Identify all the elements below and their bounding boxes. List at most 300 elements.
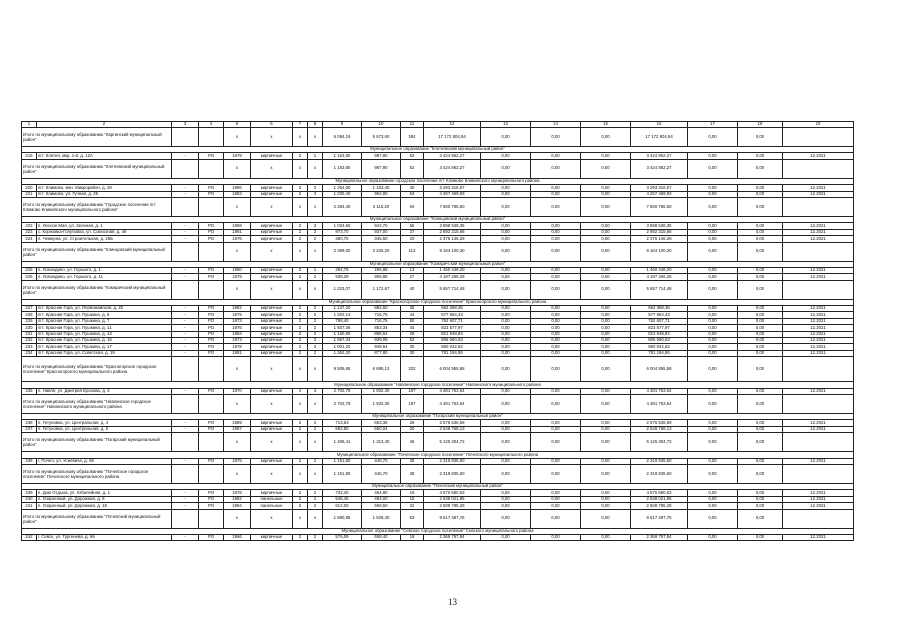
table-cell: 0,00 — [481, 312, 531, 318]
table-cell: 0,00 — [481, 357, 531, 382]
table-cell: 905,88 — [362, 274, 401, 280]
table-cell: 1987 — [224, 426, 251, 432]
table-cell: 2 702,78 — [323, 388, 362, 394]
table-cell: 3 — [308, 185, 323, 191]
table-cell: 15 — [401, 496, 424, 502]
table-cell: 17 — [688, 122, 738, 128]
table-cell: - — [172, 534, 199, 540]
table-cell: 0,00 — [738, 331, 783, 337]
table-cell: 4 481 753,64 — [424, 388, 481, 394]
table-cell: 1 313,40 — [362, 433, 401, 452]
table-cell: 0,00 — [738, 394, 783, 413]
table-cell: 1968 — [224, 223, 251, 229]
table-cell: 0,00 — [581, 433, 631, 452]
table-cell: 0,00 — [738, 242, 783, 261]
table-cell: 1 460 448,20 — [631, 267, 688, 273]
table-cell: 716,75 — [362, 318, 401, 324]
table-cell: x — [308, 197, 323, 216]
table-cell: 0,00 — [531, 464, 581, 483]
table-cell: 0,00 — [581, 236, 631, 242]
table-cell: x — [251, 280, 293, 299]
table-cell: 1983 — [224, 191, 251, 197]
table-cell: 0,00 — [581, 420, 631, 426]
table-cell: Итого по муниципальному образованию "Навлинское городское поселение" Навлинского муниципального района — [22, 394, 172, 413]
table-cell: 4 481 753,64 — [631, 394, 688, 413]
table-cell: 46 — [401, 433, 424, 452]
table-cell: 0,00 — [738, 338, 783, 344]
table-cell: 380,70 — [323, 236, 362, 242]
table-cell — [172, 197, 199, 216]
table-cell: РО — [199, 236, 224, 242]
table-cell: 0,00 — [688, 229, 738, 235]
table-cell: 12.2021 — [783, 267, 854, 273]
table-cell: 16 — [401, 534, 424, 540]
total-row — [22, 357, 854, 382]
table-cell: 0,00 — [531, 223, 581, 229]
table-cell: 0,00 — [581, 534, 631, 540]
table-cell: 0,00 — [581, 197, 631, 216]
table-cell: 0,00 — [688, 357, 738, 382]
table-cell: 1 597,34 — [323, 338, 362, 344]
table-cell: 228 — [22, 312, 37, 318]
table-cell: 494,00 — [362, 496, 401, 502]
table-cell: 12.2021 — [783, 458, 854, 464]
table-cell: 0,00 — [531, 534, 581, 540]
table-cell: 3 — [308, 191, 323, 197]
table-cell: 6 004 955,58 — [631, 357, 688, 382]
table-cell: 2 — [293, 338, 308, 344]
table-cell: 0,00 — [738, 496, 783, 502]
table-cell: 9 — [323, 122, 362, 128]
table-cell: 0,00 — [581, 388, 631, 394]
table-cell: x — [224, 433, 251, 452]
table-cell: кирпичные — [251, 191, 293, 197]
table-cell: 0,00 — [481, 153, 531, 159]
table-cell: 0,00 — [738, 229, 783, 235]
table-cell: п. Лопандино, ул. Горького, д. 1 — [37, 267, 172, 273]
table-cell: 0,00 — [688, 394, 738, 413]
table-cell: 0,00 — [738, 344, 783, 350]
table-cell: 9 617 487,76 — [424, 509, 481, 528]
table-cell: 2 892 315,66 — [631, 229, 688, 235]
table-cell: 0,00 — [581, 242, 631, 261]
table-cell: Муниципальное образование "Красногорское городское поселение" Красногорского муниципального района — [22, 299, 854, 305]
table-cell: 0,00 — [481, 267, 531, 273]
table-cell — [172, 159, 199, 178]
table-cell: 0,00 — [688, 464, 738, 483]
table-cell: 13 — [481, 122, 531, 128]
table-cell: РО — [199, 325, 224, 331]
table-cell: 1 254,00 — [323, 185, 362, 191]
table-cell: - — [172, 229, 199, 235]
table-cell: 12.2021 — [783, 426, 854, 432]
table-cell: Итого по муниципальному образованию "Комаричский муниципальный район" — [22, 280, 172, 299]
table-cell: пгт. Красная Гора, ул. Пушкина, д. 15 — [37, 338, 172, 344]
table-cell: 3 293 316,57 — [631, 185, 688, 191]
table-cell: 0,00 — [738, 420, 783, 426]
table-cell: РО — [199, 331, 224, 337]
table-cell: 322 — [401, 357, 424, 382]
table-cell: кирпичные — [251, 274, 293, 280]
table-cell: 0,00 — [738, 534, 783, 540]
table-cell: п. Лесное Мая, ул. Зеленая, д. 1 — [37, 223, 172, 229]
table-cell — [172, 464, 199, 483]
table-cell: 6 695,13 — [362, 357, 401, 382]
table-cell: 781 194,86 — [424, 350, 481, 356]
table-cell: 0,00 — [688, 420, 738, 426]
table-cell: x — [308, 159, 323, 178]
table-cell: x — [293, 242, 308, 261]
table-cell: п. Гетуновка, ул. Центральная, д. 5 — [37, 426, 172, 432]
table-cell: 8 — [308, 122, 323, 128]
table-cell: x — [224, 509, 251, 528]
table-cell: 2 — [293, 274, 308, 280]
table-cell: 0,00 — [581, 274, 631, 280]
table-cell: РО — [199, 229, 224, 235]
table-cell — [783, 464, 854, 483]
table-cell: 2 — [293, 490, 308, 496]
table-cell: - — [172, 185, 199, 191]
table-cell: 32 — [401, 503, 424, 509]
table-cell: 26 — [401, 420, 424, 426]
table-cell: 225 — [22, 267, 37, 273]
table-cell — [783, 159, 854, 178]
table-cell: 1 001,20 — [323, 344, 362, 350]
table-cell: - — [172, 496, 199, 502]
table-cell: 0,00 — [481, 388, 531, 394]
table-cell: 0,00 — [481, 420, 531, 426]
table-cell: 2 369 757,84 — [631, 534, 688, 540]
table-cell: 29 — [401, 331, 424, 337]
table-cell: 0,00 — [531, 490, 581, 496]
table-cell: 2 — [308, 503, 323, 509]
table-cell: 235 — [22, 388, 37, 394]
table-cell: 0,00 — [531, 236, 581, 242]
total-row — [22, 242, 854, 261]
table-cell: РО — [199, 312, 224, 318]
table-cell: 0,00 — [688, 274, 738, 280]
table-cell: 2 — [308, 236, 323, 242]
table-cell: 2 — [293, 306, 308, 312]
table-cell: 20 — [401, 426, 424, 432]
table-cell: - — [172, 490, 199, 496]
table-cell: 232 — [22, 338, 37, 344]
table-cell: x — [224, 464, 251, 483]
table-cell: 0,00 — [581, 306, 631, 312]
table-cell: п. Навля, ул. Дмитрия Ерохова, д. 3 — [37, 388, 172, 394]
table-cell: 0,00 — [738, 325, 783, 331]
table-cell: 240 — [22, 496, 37, 502]
table-cell: пгт. Красная Гора, ул. Советская, д. 19 — [37, 350, 172, 356]
table-cell: 821 948,84 — [631, 331, 688, 337]
table-cell: 19 — [783, 122, 854, 128]
table-cell: 0,00 — [738, 223, 783, 229]
table-cell: РО — [199, 267, 224, 273]
table-cell: 1 — [22, 122, 37, 128]
table-cell: 0,00 — [481, 458, 531, 464]
table-cell: x — [293, 394, 308, 413]
table-cell: 1975 — [224, 312, 251, 318]
table-cell: 1980 — [224, 267, 251, 273]
table-cell: 2 375 146,29 — [631, 236, 688, 242]
table-cell: 0,00 — [481, 338, 531, 344]
table-cell: x — [224, 357, 251, 382]
table-cell: 1 151,80 — [323, 464, 362, 483]
table-cell: 0,00 — [531, 433, 581, 452]
table-cell: 3 — [308, 338, 323, 344]
table-cell: 0,00 — [688, 338, 738, 344]
table-cell: 1984 — [224, 503, 251, 509]
table-cell: 0,00 — [481, 426, 531, 432]
total-row — [22, 394, 854, 413]
table-cell: 1 932,30 — [362, 394, 401, 413]
table-cell: 0,00 — [738, 274, 783, 280]
table-cell: 2 508 785,28 — [631, 503, 688, 509]
table-cell: 0,00 — [481, 433, 531, 452]
table-cell: 224 — [22, 236, 37, 242]
table-cell: 0,00 — [688, 318, 738, 324]
table-cell: 2 116,20 — [362, 197, 401, 216]
table-cell: x — [251, 357, 293, 382]
table-cell: пгт. Красная Гора, ул. Пушкина, д. 13 — [37, 331, 172, 337]
table-cell: 713,63 — [323, 420, 362, 426]
table-cell: 0,00 — [738, 159, 783, 178]
table-cell: кирпичные — [251, 490, 293, 496]
table-cell: 2 — [293, 312, 308, 318]
table-cell: 2 — [293, 344, 308, 350]
table-cell: пгт. Климово, мкн. Микрорайон, д. 28 — [37, 185, 172, 191]
table-cell: 12.2021 — [783, 350, 854, 356]
table-cell: 0,00 — [531, 357, 581, 382]
table-cell: 577 654,43 — [631, 312, 688, 318]
table-cell: Итого по муниципальному образованию "Почепское городское поселение" Почепского муниципального района — [22, 464, 172, 483]
table-cell: 0,00 — [531, 274, 581, 280]
table-cell: 5 — [224, 122, 251, 128]
table-cell: - — [172, 338, 199, 344]
table-cell: 17 172 804,94 — [631, 128, 688, 147]
table-cell — [199, 509, 224, 528]
table-cell: 7 560 786,50 — [631, 197, 688, 216]
table-cell: 1 223,07 — [323, 280, 362, 299]
table-cell: 4 197 266,28 — [631, 274, 688, 280]
table-cell: 2 284,40 — [323, 197, 362, 216]
table-cell: 0,00 — [738, 153, 783, 159]
table-cell: 220 — [22, 185, 37, 191]
table-cell: 3 — [293, 185, 308, 191]
table-cell: 20 — [401, 236, 424, 242]
table-cell: 221 — [22, 191, 37, 197]
table-cell: 0,00 — [581, 394, 631, 413]
table-cell: 937,00 — [362, 229, 401, 235]
table-cell: п. Гетуновка, ул. Центральная, д. 4 — [37, 420, 172, 426]
table-cell: 2 375 146,29 — [424, 236, 481, 242]
table-cell: - — [172, 274, 199, 280]
table-cell: 0,00 — [738, 503, 783, 509]
table-cell: 0,00 — [531, 388, 581, 394]
table-cell: 1978 — [224, 153, 251, 159]
table-cell: кирпичные — [251, 185, 293, 191]
table-cell: 9 617 487,76 — [631, 509, 688, 528]
table-cell: 0,00 — [581, 318, 631, 324]
table-cell: 12.2021 — [783, 185, 854, 191]
table-cell: 6 004 955,58 — [424, 357, 481, 382]
table-cell: - — [172, 503, 199, 509]
table-cell: 1 507,36 — [323, 325, 362, 331]
table-cell: 7 560 786,50 — [424, 197, 481, 216]
table-cell: 1976 — [224, 236, 251, 242]
table-cell: 187 — [401, 394, 424, 413]
table-cell: 0,00 — [738, 185, 783, 191]
table-cell: x — [293, 433, 308, 452]
table-cell: 0,00 — [581, 267, 631, 273]
table-cell: 0,00 — [688, 159, 738, 178]
table-cell: 446,70 — [362, 464, 401, 483]
table-cell: 0,00 — [688, 280, 738, 299]
table-cell: 5 125 304,72 — [424, 433, 481, 452]
table-cell: пгт. Красная Гора, ул. Пушкина, д. 17 — [37, 344, 172, 350]
table-cell: РО — [199, 490, 224, 496]
table-cell: 52 — [401, 159, 424, 178]
table-cell: 2 892 315,66 — [424, 229, 481, 235]
table-cell: 0,00 — [738, 306, 783, 312]
table-cell: панельные — [251, 503, 293, 509]
table-cell: x — [293, 159, 308, 178]
table-cell: 0,00 — [531, 197, 581, 216]
total-row — [22, 197, 854, 216]
table-cell: 3 898 538,35 — [424, 223, 481, 229]
table-cell: 2 548 768,13 — [631, 426, 688, 432]
table-cell: 56 — [401, 223, 424, 229]
table-cell: 0,00 — [481, 280, 531, 299]
table-cell: 16 — [631, 122, 688, 128]
table-cell: 0,00 — [738, 433, 783, 452]
table-cell: п. Озаренный, ул. Дорожная, д. 18 — [37, 503, 172, 509]
table-cell: x — [308, 464, 323, 483]
table-cell: РО — [199, 534, 224, 540]
table-cell: 4 570 680,63 — [631, 490, 688, 496]
table-cell: 0,00 — [531, 159, 581, 178]
table-cell: 1966 — [224, 534, 251, 540]
table-cell: 1 — [308, 267, 323, 273]
table-cell: 0,00 — [688, 197, 738, 216]
table-cell: 0,00 — [688, 312, 738, 318]
table-cell: 0,00 — [531, 496, 581, 502]
table-cell — [199, 128, 224, 147]
table-cell: 12.2021 — [783, 331, 854, 337]
table-cell: 0,00 — [581, 490, 631, 496]
table-cell: x — [293, 280, 308, 299]
table-cell: РО — [199, 306, 224, 312]
table-cell: 692,80 — [323, 426, 362, 432]
table-cell: 113 — [401, 242, 424, 261]
table-cell: x — [224, 159, 251, 178]
table-cell: 238 — [22, 458, 37, 464]
table-cell: 987,90 — [362, 153, 401, 159]
table-cell: 2 — [293, 331, 308, 337]
table-cell: 0,00 — [688, 433, 738, 452]
table-cell: 1982 — [224, 496, 251, 502]
table-cell: пгт. Клетня, мкр. 1-й, д. 12А — [37, 153, 172, 159]
table-cell: 12.2021 — [783, 338, 854, 344]
table-cell: - — [172, 312, 199, 318]
table-cell: г. Севск, ул. Тургенева, д. 66 — [37, 534, 172, 540]
table-cell: 2 — [308, 426, 323, 432]
table-cell: 0,00 — [481, 191, 531, 197]
table-cell: 0,00 — [531, 312, 581, 318]
total-row — [22, 464, 854, 483]
table-cell: РО — [199, 318, 224, 324]
table-cell: 1975 — [224, 458, 251, 464]
table-cell: 2 319 835,60 — [631, 458, 688, 464]
table-cell: 2 — [308, 306, 323, 312]
table-cell: Муниципальное образование городское поселение пгт Климово Климовского муниципального района — [22, 178, 854, 184]
table-cell: 2 — [308, 458, 323, 464]
table-cell: 35 — [401, 306, 424, 312]
table-cell: РО — [199, 338, 224, 344]
table-cell: 0,00 — [531, 503, 581, 509]
table-cell: РО — [199, 344, 224, 350]
table-cell: кирпичные — [251, 388, 293, 394]
table-row — [22, 534, 854, 540]
table-cell: кирпичные — [251, 458, 293, 464]
table-cell: - — [172, 236, 199, 242]
table-cell: 0,00 — [581, 458, 631, 464]
table-cell: 860 042,62 — [631, 344, 688, 350]
table-cell: 0,00 — [481, 274, 531, 280]
table-cell: 2 — [293, 229, 308, 235]
table-cell: пгт. Красная Гора, ул. Пушкина, д. 6 — [37, 312, 172, 318]
table-cell: 236 — [22, 420, 37, 426]
table-cell: 3 — [308, 331, 323, 337]
table-cell: РО — [199, 350, 224, 356]
table-cell: 0,00 — [581, 153, 631, 159]
table-cell: 662 368,36 — [424, 306, 481, 312]
table-cell: 0,00 — [738, 458, 783, 464]
table-cell: 1 932,30 — [362, 388, 401, 394]
table-cell: Итого по муниципальному образованию "Клетнянский муниципальный район" — [22, 159, 172, 178]
table-cell: 0,00 — [531, 458, 581, 464]
table-cell: 0,00 — [481, 394, 531, 413]
table-cell: Муниципальное образование "Погарский муниципальный район" — [22, 413, 854, 419]
table-cell: 1979 — [224, 274, 251, 280]
table-cell: 0,00 — [738, 426, 783, 432]
table-cell: 37 — [401, 229, 424, 235]
table-cell: 0,00 — [481, 464, 531, 483]
table-cell: 2 — [293, 496, 308, 502]
table-cell: 94 — [401, 197, 424, 216]
table-cell: 0,00 — [481, 128, 531, 147]
table-cell: 4 481 753,64 — [424, 394, 481, 413]
table-cell: 662 368,36 — [631, 306, 688, 312]
table-cell: 2 — [293, 236, 308, 242]
total-row — [22, 509, 854, 528]
table-cell — [199, 242, 224, 261]
table-cell: 30 — [401, 344, 424, 350]
table-cell: 0,00 — [688, 325, 738, 331]
table-cell — [172, 394, 199, 413]
table-cell: 1 890,85 — [323, 509, 362, 528]
table-cell: кирпичные — [251, 338, 293, 344]
table-cell: 12.2021 — [783, 236, 854, 242]
table-cell: x — [224, 280, 251, 299]
table-cell: 12.2021 — [783, 420, 854, 426]
table-cell: 2 319 835,60 — [631, 464, 688, 483]
table-cell: 2 — [293, 426, 308, 432]
table-cell: 16 — [401, 490, 424, 496]
table-cell: - — [172, 458, 199, 464]
table-cell: 0,00 — [581, 312, 631, 318]
table-cell: 0,00 — [531, 344, 581, 350]
